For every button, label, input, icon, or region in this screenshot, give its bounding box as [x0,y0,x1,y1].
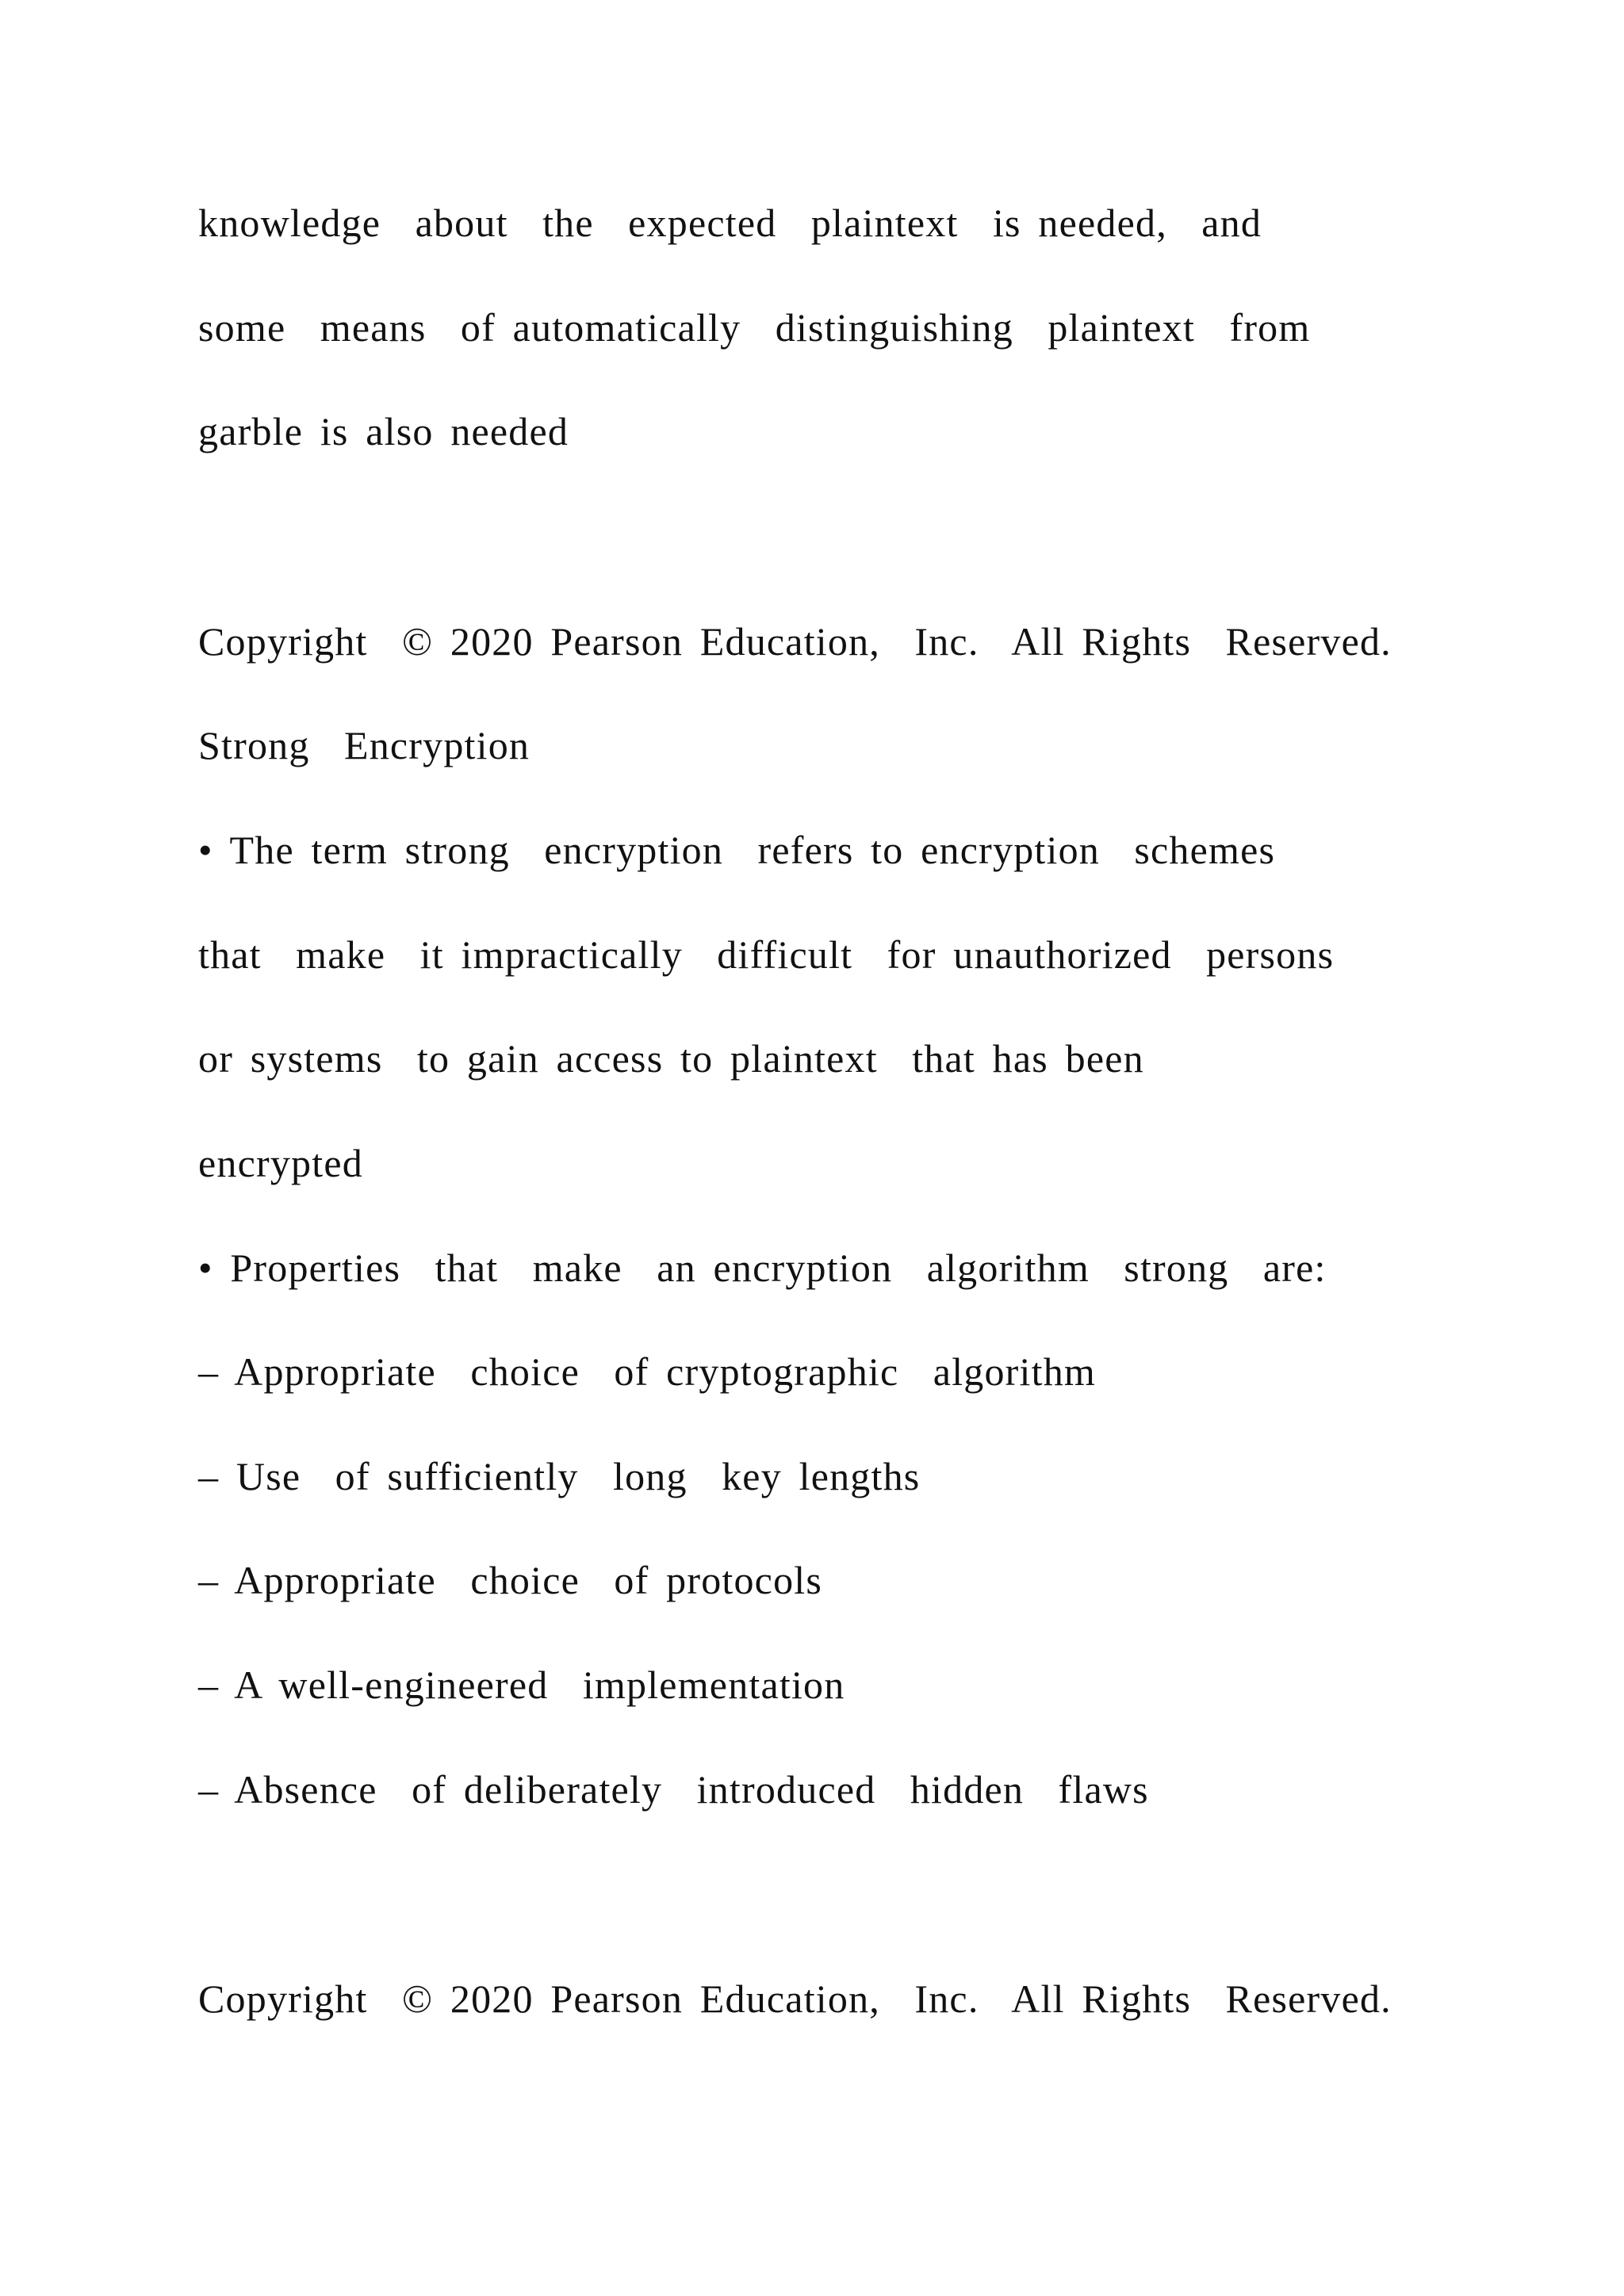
bullet-text-line: • The term strong encryption refers to encryption schemes [198,828,1276,872]
sub-bullet-line: – Use of sufficiently long key lengths [198,1454,921,1498]
body-text-line: that make it impractically difficult for unauthorized persons [198,932,1335,977]
body-text-line: knowledge about the expected plaintext is needed, and [198,201,1262,245]
sub-bullet-line: – Absence of deliberately introduced hidden flaws [198,1767,1149,1812]
bullet-text-line: • Properties that make an encryption algorithm strong are: [198,1246,1327,1290]
body-text-line: some means of automatically distinguishing plaintext from [198,305,1311,350]
section-title: Strong Encryption [198,723,530,767]
body-text-line: encrypted [198,1141,363,1185]
copyright-notice: Copyright © 2020 Pearson Education, Inc. All Rights Reserved. [198,619,1392,664]
body-text-line: garble is also needed [198,409,569,453]
sub-bullet-line: – Appropriate choice of protocols [198,1558,823,1602]
sub-bullet-line: – A well-engineered implementation [198,1663,845,1707]
body-text-line: or systems to gain access to plaintext that has been [198,1036,1144,1081]
sub-bullet-line: – Appropriate choice of cryptographic algorithm [198,1349,1097,1394]
copyright-notice: Copyright © 2020 Pearson Education, Inc. All Rights Reserved. [198,1976,1392,2021]
